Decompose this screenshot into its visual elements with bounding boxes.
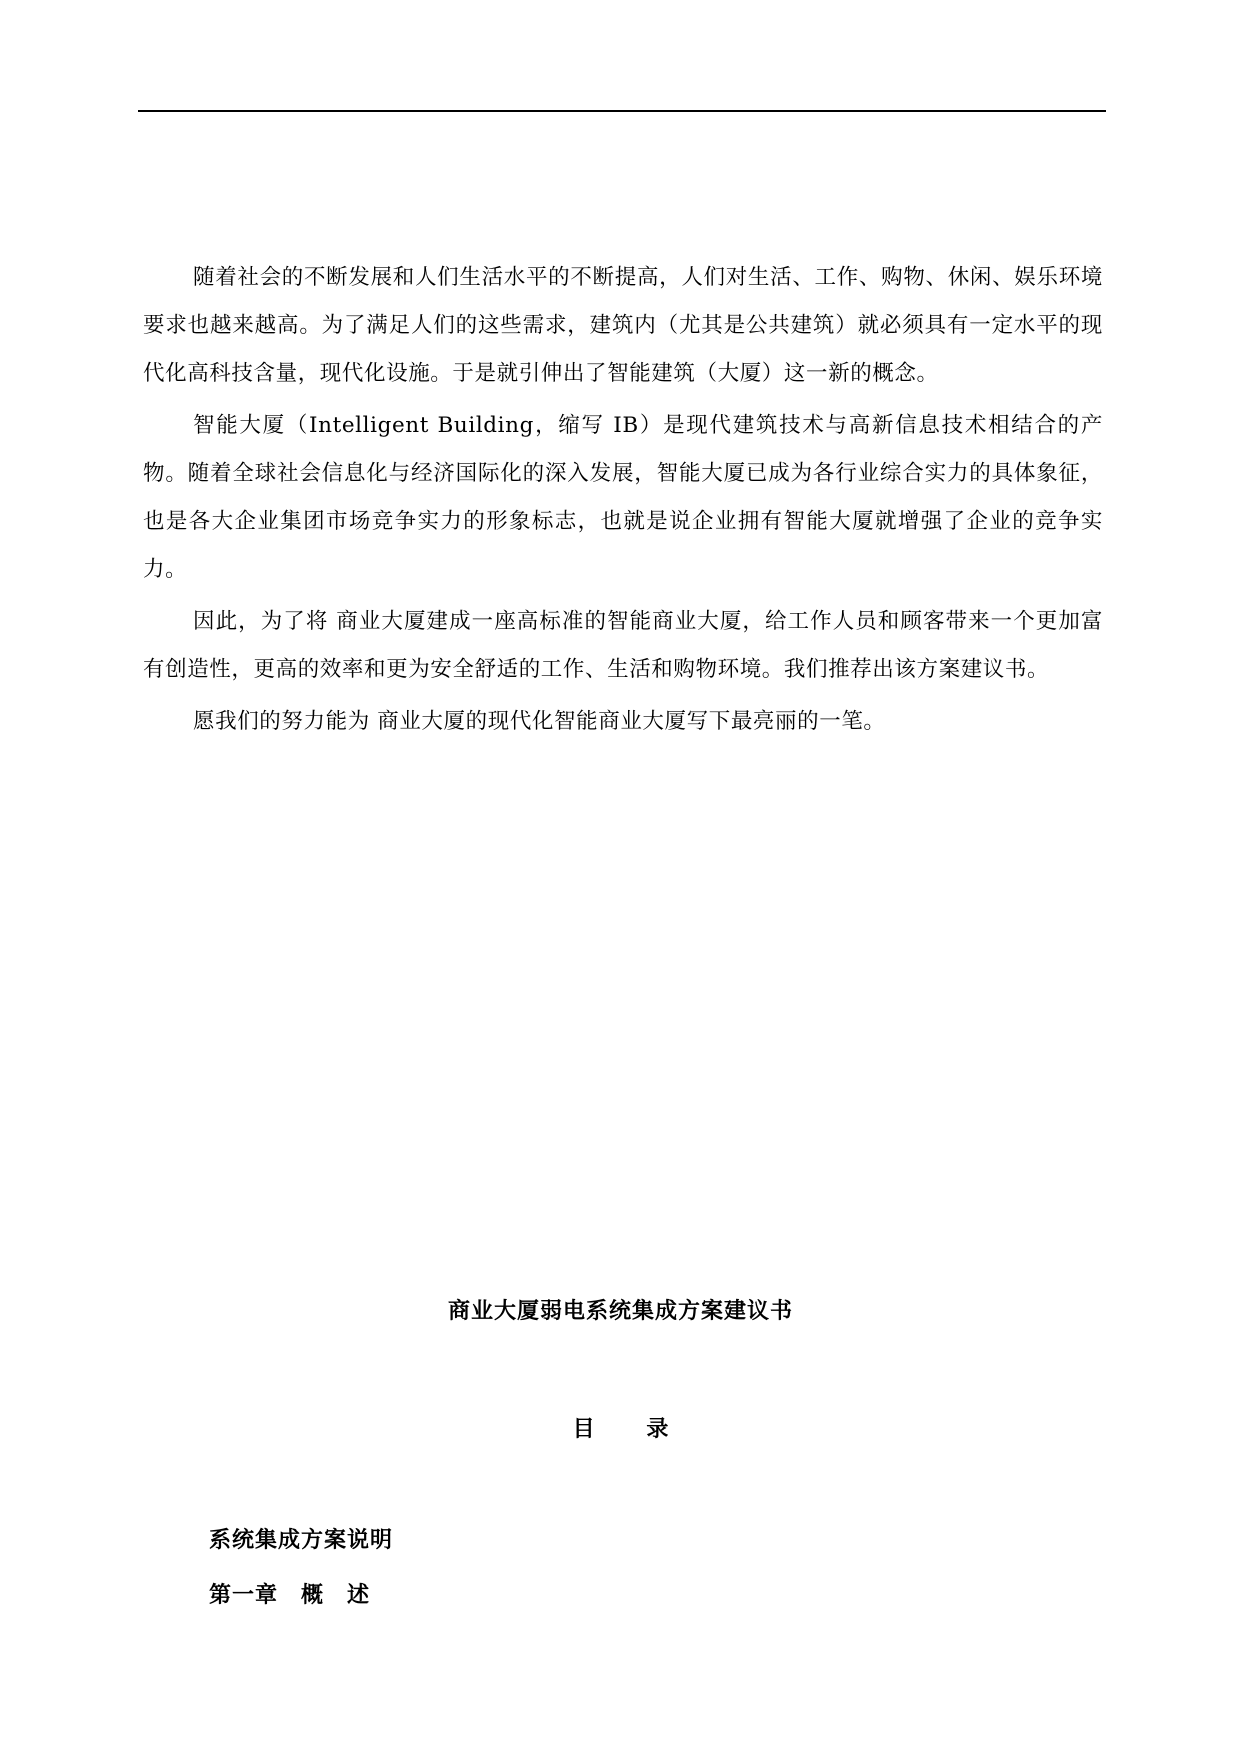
- intro-paragraph: 智能大厦（Intelligent Building，缩写 IB）是现代建筑技术与高新信息技术相结合的产物。随着全球社会信息化与经济国际化的深入发展，智能大厦已成为各行业综合实力的具体象征，也是各大企业集团市场竞争实力的形象标志，也就是说企业拥有智能大厦就增强了企业的竞争实力。: [143, 413, 1103, 582]
- intro-paragraph: 随着社会的不断发展和人们生活水平的不断提高，人们对生活、工作、购物、休闲、娱乐环境要求也越来越高。为了满足人们的这些需求，建筑内（尤其是公共建筑）就必须具有一定水平的现代化高科技含量，现代化设施。于是就引伸出了智能建筑（大厦）这一新的概念。: [143, 265, 1103, 386]
- intro-paragraph: 因此，为了将 商业大厦建成一座高标准的智能商业大厦，给工作人员和顾客带来一个更加富有创造性，更高的效率和更为安全舒适的工作、生活和购物环境。我们推荐出该方案建议书。: [143, 609, 1103, 682]
- intro-paragraph: 愿我们的努力能为 商业大厦的现代化智能商业大厦写下最亮丽的一笔。: [193, 709, 886, 734]
- intro-section: [143, 254, 1103, 750]
- document-title: 商业大厦弱电系统集成方案建议书: [447, 1298, 793, 1324]
- toc-entry-chapter-one: 第一章 概 述: [209, 1582, 371, 1608]
- header-rule: [138, 110, 1106, 112]
- toc-entry-system-integration: 系统集成方案说明: [209, 1527, 394, 1553]
- toc-heading: 目 录: [572, 1416, 691, 1442]
